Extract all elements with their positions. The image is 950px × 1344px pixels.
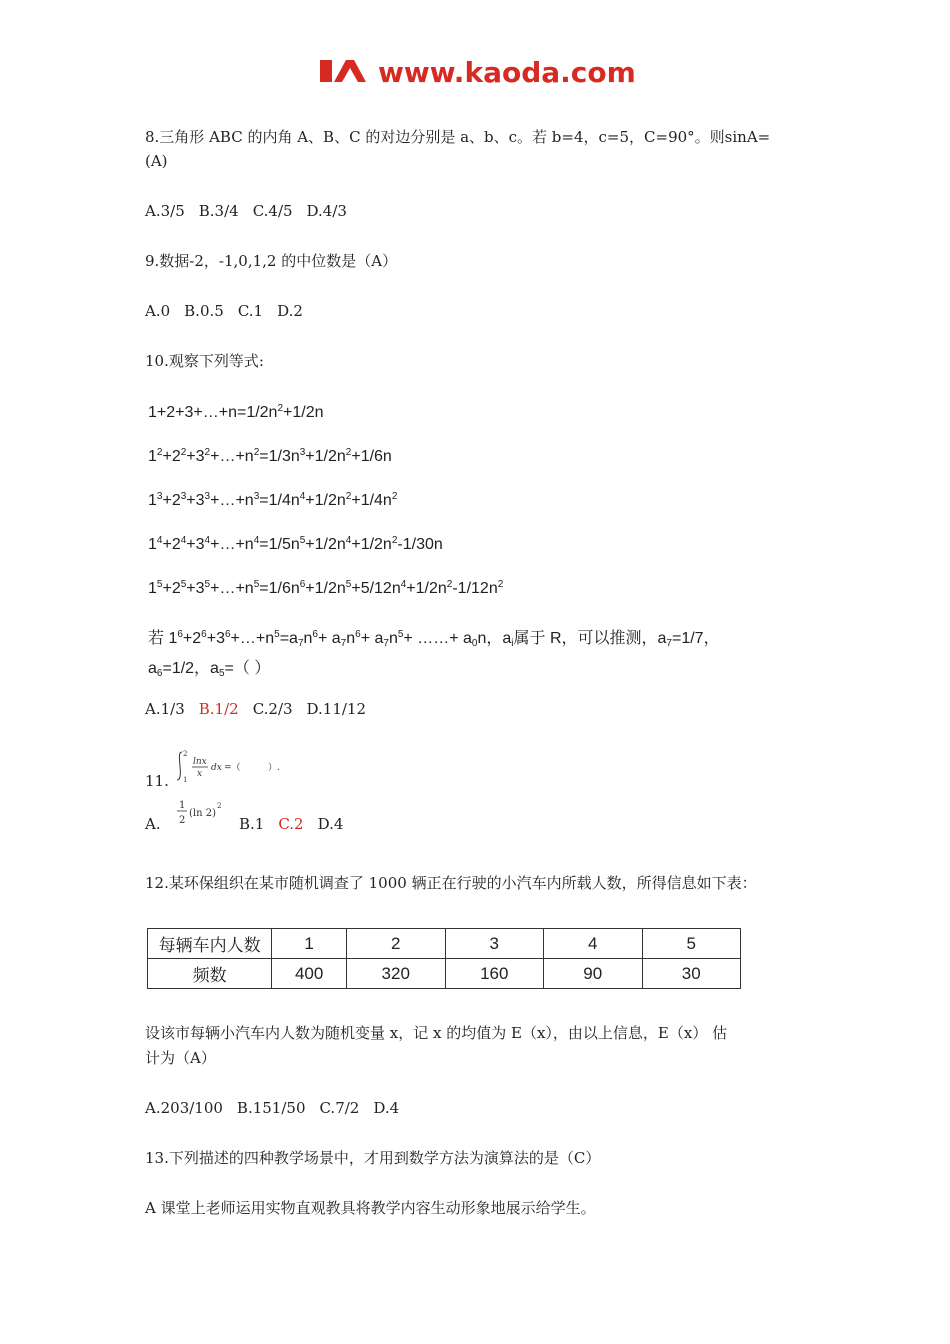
q12-option-b: B.151/50 [236, 1099, 306, 1117]
q9-option-a: A.0 [145, 302, 171, 320]
table-row [148, 959, 741, 989]
q10-equation-1: $1+2+3+\dots+n=1/2n^2+1/2n$ [148, 403, 324, 421]
q11-option-b: B.1 [239, 815, 265, 833]
table-row [148, 929, 741, 959]
table-cell: 3 [445, 929, 544, 959]
frequency-table [147, 928, 741, 989]
q11-option-c: C.2 [278, 815, 304, 833]
q10-equation-2: $1^2+2^2+3^2+\dots+n^2=1/3n^3+1/2n^2+1/6n$ [148, 447, 392, 465]
q11-option-a: A. [145, 815, 161, 833]
q10-options [145, 698, 380, 720]
table-cell: 160 [445, 959, 544, 989]
q10-option-a: A.1/3 [145, 700, 185, 718]
q10-option-b: B.1/2 [198, 700, 239, 718]
q8-option-a: A.3/5 [145, 202, 185, 220]
half-ln2-squared-formula-image [176, 796, 224, 830]
q10-question-line2: $a_6=1/2$，$a_5=$（ ） [148, 660, 271, 679]
table-cell: 30 [642, 959, 741, 989]
svg-text:2: 2 [183, 750, 188, 758]
table-cell: 2 [346, 929, 445, 959]
q9-option-b: B.0.5 [184, 302, 224, 320]
q9-stem: 9.数据-2，-1,0,1,2 的中位数是（A） [145, 252, 398, 270]
kaoda-logo-icon [320, 58, 376, 84]
q13-stem: 13.下列描述的四种教学场景中，才用到数学方法为演算法的是（C） [145, 1149, 601, 1167]
q12-option-d: D.4 [373, 1099, 400, 1117]
integral-formula-image [176, 748, 286, 786]
table-cell: 1 [272, 929, 347, 959]
q11-options-rest [239, 813, 357, 835]
q8-options [145, 200, 361, 222]
q10-option-c: C.2/3 [252, 700, 293, 718]
q12-option-c: C.7/2 [319, 1099, 360, 1117]
q12-stem: 12.某环保组织在某市随机调查了 1000 辆正在行驶的小汽车内所载人数，所得信息如下表： [145, 874, 757, 892]
svg-text:(ln 2): (ln 2) [189, 808, 216, 819]
svg-text:2: 2 [179, 815, 186, 826]
q10-question-line1: 若 $1^6+2^6+3^6+\dots+n^5=a_7n^6+ a_7n^6+ a_7n^5+$ ……+ $a_0n$，$a_i$属于 R，可以推测，$a_7=1/7$， [148, 629, 720, 649]
q11-option-d: D.4 [317, 815, 344, 833]
q13-option-a: A 课堂上老师运用实物直观教具将教学内容生动形象地展示给学生。 [145, 1199, 596, 1217]
table-cell: 频数 [148, 959, 272, 989]
q9-option-c: C.1 [237, 302, 264, 320]
svg-text:1: 1 [183, 776, 188, 784]
q8-option-b: B.3/4 [198, 202, 239, 220]
q9-options [145, 300, 317, 322]
table-cell: 4 [544, 929, 642, 959]
q10-equation-3: $1^3+2^3+3^3+\dots+n^3=1/4n^4+1/2n^2+1/4n^2$ [148, 491, 398, 509]
q10-equation-4: $1^4+2^4+3^4+\dots+n^4=1/5n^5+1/2n^4+1/2n^2-1/30n$ [148, 535, 443, 553]
svg-text:1: 1 [179, 800, 186, 811]
q10-stem: 10.观察下列等式: [145, 352, 264, 370]
q12-option-a: A.203/100 [145, 1099, 223, 1117]
site-logo-text[interactable]: www.kaoda.com [378, 56, 636, 89]
svg-text:）.: ）. [268, 763, 280, 773]
q8-option-d: D.4/3 [306, 202, 347, 220]
q10-equation-5: $1^5+2^5+3^5+\dots+n^5=1/6n^6+1/2n^5+5/12n^4+1/2n^2-1/12n^2$ [148, 579, 504, 597]
table-cell: 每辆车内人数 [148, 929, 272, 959]
svg-text:dx: dx [211, 763, 222, 773]
table-cell: 5 [642, 929, 741, 959]
q10-option-d: D.11/12 [306, 700, 367, 718]
svg-text:2: 2 [217, 802, 222, 810]
svg-text:=（: =（ [224, 763, 241, 773]
table-cell: 90 [544, 959, 642, 989]
q8-stem-line1: 8.三角形 ABC 的内角 A、B、C 的对边分别是 a、b、c。若 b=4，c=5，C=90°。则sinA= [145, 128, 771, 146]
svg-text:lnx: lnx [193, 757, 207, 767]
svg-text:x: x [197, 769, 203, 779]
q11-number: 11. [145, 772, 169, 790]
q12-paragraph-line2: 计为（A） [145, 1049, 216, 1067]
q8-option-c: C.4/5 [252, 202, 293, 220]
q12-paragraph-line1: 设该市每辆小汽车内人数为随机变量 x，记 x 的均值为 E（x），由以上信息，E（x） 估 [145, 1024, 728, 1042]
q9-option-d: D.2 [277, 302, 303, 320]
table-cell: 400 [272, 959, 347, 989]
q8-stem-line2: (A) [145, 152, 168, 170]
table-cell: 320 [346, 959, 445, 989]
q12-options [145, 1097, 413, 1119]
